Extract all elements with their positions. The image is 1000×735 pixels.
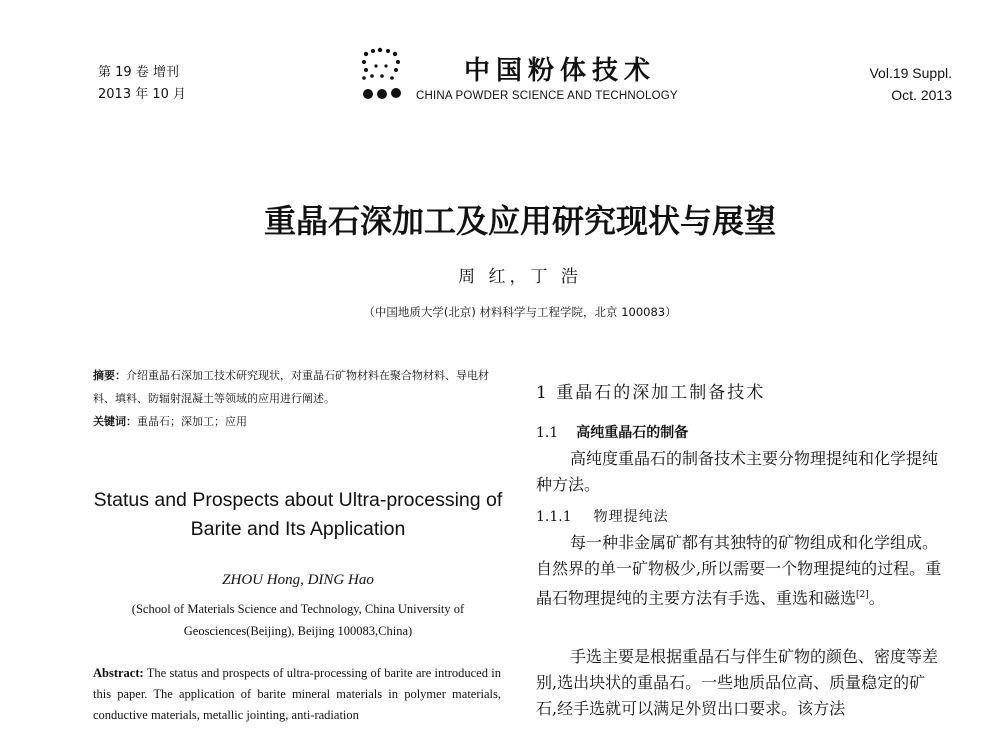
journal-name-cn: 中国粉体技术 [464,56,657,86]
citation-ref-2: [2] [856,590,869,600]
volume-cn: 第 19 卷 增刊 [98,65,179,80]
abstract-cn-label: 摘要： [93,369,126,382]
section-1-1-1-title: 物理提纯法 [593,509,669,525]
section-1-1-number: 1.1 [536,425,559,441]
section-1-1-1-heading [536,506,669,526]
abstract-en-text: The status and prospects of ultra-processing of barite are introduced in this paper. The application of barite mineral materials in polymer materials, conductive materials, metallic jointing, anti-radiation [93,666,501,722]
paragraph-3 [536,644,946,722]
paragraph-2-text: 每一种非金属矿都有其独特的矿物组成和化学组成。自然界的单一矿物极少,所以需要一个物理提纯的过程。重晶石物理提纯的主要方法有手选、重选和磁选 [536,533,942,608]
section-1-heading: 1 重晶石的深加工制备技术 [536,383,766,403]
affiliation-en: (School of Materials Science and Technology, China University of Geosciences(Beijing), Beijing 100083,China) [131,602,465,638]
section-1-1-heading [536,422,688,442]
abstract-cn-text: 介绍重晶石深加工技术研究现状，对重晶石矿物材料在聚合物材料、导电材料、填料、防辐射混凝土等领域的应用进行阐述。 [93,369,489,405]
article-title-en: Status and Prospects about Ultra-processing of Barite and Its Application [93,489,503,540]
keywords-cn-text: 重晶石；深加工；应用 [137,415,247,428]
journal-logo-icon [358,46,410,102]
section-1-1-1-number: 1.1.1 [536,509,572,525]
date-cn: 2013 年 10 月 [98,87,187,102]
keywords-cn-label: 关键词： [93,415,137,428]
article-title-cn: 重晶石深加工及应用研究现状与展望 [263,202,776,240]
paragraph-1 [536,446,946,498]
header-right [842,62,952,106]
date-en: Oct. 2013 [891,87,952,103]
affiliation-cn: （中国地质大学(北京) 材料科学与工程学院，北京 100083） [363,305,677,319]
paragraph-2 [536,530,946,611]
section-1-1-title: 高纯重晶石的制备 [576,425,689,441]
journal-name-en: CHINA POWDER SCIENCE AND TECHNOLOGY [416,90,678,102]
paragraph-2-end: 。 [868,588,885,608]
paragraph-1-text: 高纯度重晶石的制备技术主要分物理提纯和化学提纯种方法。 [536,449,939,494]
abstract-cn [93,364,503,433]
abstract-en-label: Abstract: [93,666,144,680]
paragraph-3-text: 手选主要是根据重晶石与伴生矿物的颜色、密度等差别,选出块状的重晶石。一些地质品位高、质量稳定的矿石,经手选就可以满足外贸出口要求。该方法 [536,647,939,718]
abstract-en [93,663,501,726]
authors-cn: 周 红，丁 浩 [458,267,582,287]
authors-en: ZHOU Hong, DING Hao [222,572,374,588]
header-left [98,62,186,106]
volume-en: Vol.19 Suppl. [869,65,952,81]
